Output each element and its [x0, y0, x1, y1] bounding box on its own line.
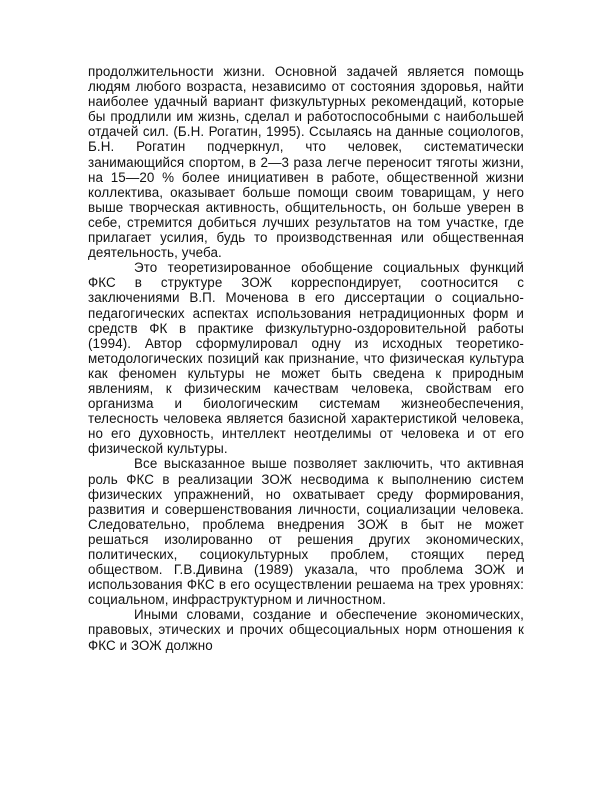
paragraph-3: Все высказанное выше позволяет заключить, что активная роль ФКС в реализации ЗОЖ несводима к выполнению систем физических упражнений, но охватывает среду формирования, развития и совершенствования личности, социализации человека. Следовательно, проблема внедрения ЗОЖ в быт не может решаться изолированно от решения других экономических, политических, социокультурных проблем, стоящих перед обществом. Г.В.Дивина (1989) указала, что проблема ЗОЖ и использования ФКС в его осуществлении решаема на трех уровнях: социальном, инфраструктурном и личностном. [88, 456, 524, 608]
paragraph-4: Иными словами, создание и обеспечение экономических, правовых, этических и прочих общесоциальных норм отношения к ФКС и ЗОЖ должно [88, 607, 524, 653]
paragraph-2: Это теоретизированное обобщение социальных функций ФКС в структуре ЗОЖ корреспондирует, соотносится с заключениями В.П. Моченова в его диссертации о социально-педагогических аспектах использования нетрадиционных форм и средств ФК в практике физкультурно-оздоровительной работы (1994). Автор сформулировал одну из исходных теоретико-методологических позиций как признание, что физическая культура как феномен культуры не может быть сведена к природным явлениям, к физическим качествам человека, свойствам его организма и биологическим системам жизнеобеспечения, телесность человека является базисной характеристикой человека, но его духовность, интеллект неотделимы от человека и от его физической культуры. [88, 260, 524, 457]
document-page [88, 64, 524, 653]
paragraph-1: продолжительности жизни. Основной задачей является помощь людям любого возраста, независимо от состояния здоровья, найти наиболее удачный вариант физкультурных рекомендаций, которые бы продлили им жизнь, сделал и работоспособными с наибольшей отдачей сил. (Б.Н. Рогатин, 1995). Ссылаясь на данные социологов, Б.Н. Рогатин подчеркнул, что человек, систематически занимающийся спортом, в 2—3 раза легче переносит тяготы жизни, на 15—20 % более инициативен в работе, общественной жизни коллектива, оказывает больше помощи своим товарищам, у него выше творческая активность, общительность, он больше уверен в себе, стремится добиться лучших результатов на том участке, где прилагает усилия, будь то производственная или общественная деятельность, учеба. [88, 64, 524, 261]
